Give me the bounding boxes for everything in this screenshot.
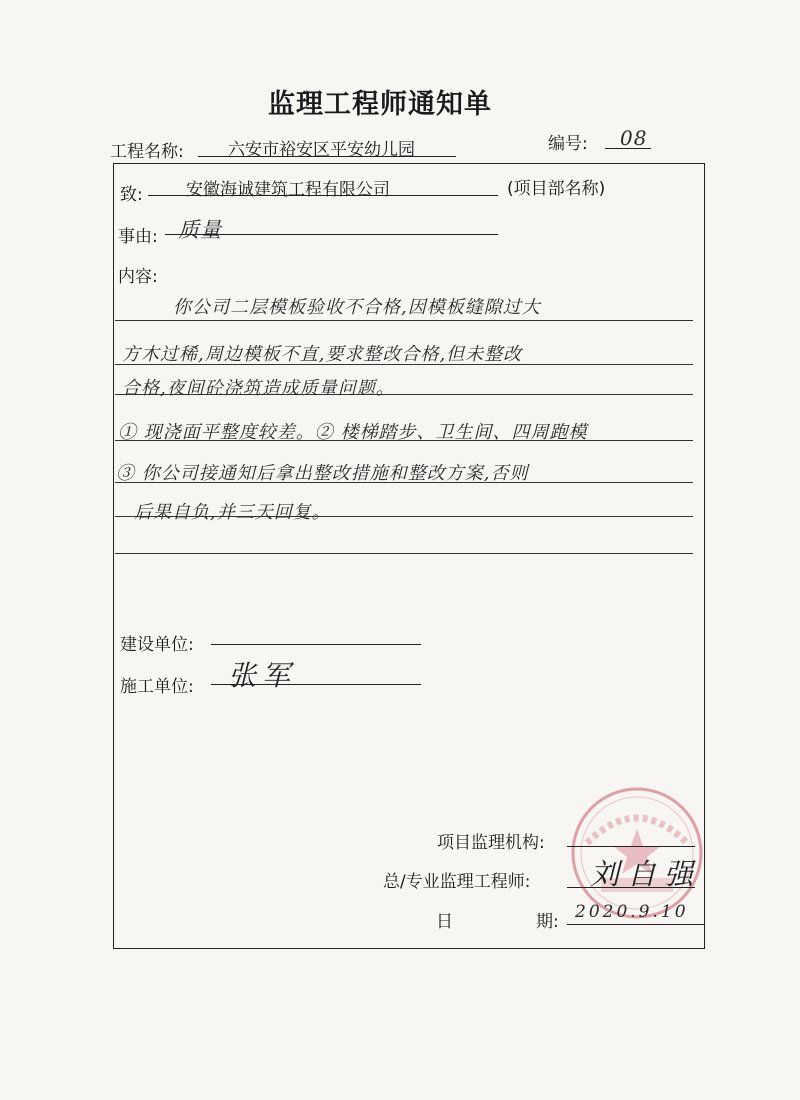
to-suffix: (项目部名称): [507, 179, 606, 199]
to-value: 安徽海诚建筑工程有限公司: [186, 180, 390, 200]
content-line: ③ 你公司接通知后拿出整改措施和整改方案,否则: [116, 463, 529, 484]
contractor-underline: [211, 684, 421, 685]
contractor-signature: 张军: [228, 659, 297, 692]
date-label-second: 期:: [536, 912, 559, 932]
content-rule: [115, 364, 693, 365]
content-line: 后果自负,并三天回复。: [134, 502, 331, 523]
engineer-underline: [567, 887, 695, 888]
content-line: 方木过稀,周边模板不直,要求整改合格,但未整改: [122, 344, 523, 365]
date-underline: [567, 924, 705, 925]
subject-value: 质量: [178, 218, 222, 242]
to-label: 致:: [120, 185, 143, 205]
contractor-label: 施工单位:: [120, 677, 194, 697]
subject-label: 事由:: [118, 227, 158, 247]
builder-underline: [211, 644, 421, 645]
content-rule: [115, 516, 693, 517]
date-label-first: 日: [436, 912, 453, 932]
project-name-value: 六安市裕安区平安幼儿园: [228, 140, 415, 160]
builder-label: 建设单位:: [120, 635, 194, 655]
content-rule: [115, 440, 693, 441]
content-rule: [115, 553, 693, 554]
supervision-org-label: 项目监理机构:: [437, 833, 545, 853]
content-label: 内容:: [118, 267, 158, 287]
supervision-org-underline: [567, 846, 695, 847]
content-line: ① 现浇面平整度较差。② 楼梯踏步、卫生间、四周跑模: [118, 422, 588, 443]
date-value: 2020.9.10: [575, 902, 689, 922]
project-name-underline: [198, 156, 456, 157]
number-value: 08: [620, 126, 648, 150]
content-line: 你公司二层模板验收不合格,因模板缝隙过大: [173, 297, 541, 318]
engineer-signature: 刘自强: [590, 857, 702, 891]
content-rule: [115, 320, 693, 321]
subject-underline: [165, 234, 498, 235]
number-label: 编号:: [548, 134, 588, 154]
content-line: 合格,夜间砼浇筑造成质量问题。: [122, 378, 395, 399]
content-rule: [115, 394, 693, 395]
to-underline: [148, 195, 498, 196]
number-underline: [605, 148, 651, 149]
content-rule: [115, 482, 693, 483]
document-title: 监理工程师通知单: [268, 89, 492, 120]
project-name-label: 工程名称:: [110, 142, 184, 162]
engineer-label: 总/专业监理工程师:: [383, 872, 531, 892]
